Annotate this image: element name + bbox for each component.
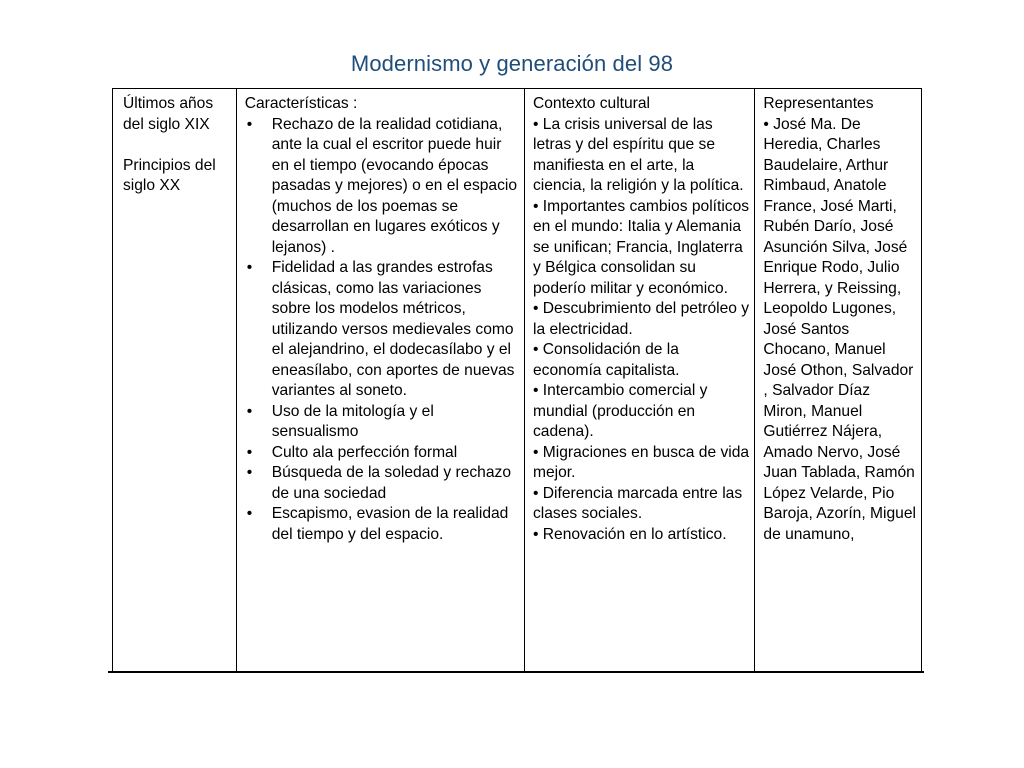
period-column: [113, 89, 237, 671]
list-item: • Diferencia marcada entre las clases sociales.: [532, 484, 743, 522]
characteristic-text: Culto ala perfección formal: [271, 443, 458, 461]
list-item: [245, 443, 520, 464]
bullet-icon: •: [246, 259, 253, 276]
characteristic-text: Escapismo, evasion de la realidad del tiempo y del espacio.: [271, 505, 509, 543]
representatives-column: [755, 89, 921, 671]
list-item: [245, 258, 520, 402]
bullet-icon: •: [246, 115, 253, 133]
period-spacer: [123, 135, 230, 156]
list-item: [245, 504, 520, 545]
list-item: • Intercambio comercial y mundial (producción en cadena).: [532, 382, 708, 440]
period-20th-century: Principios del siglo XX: [123, 156, 216, 194]
representatives-text: • José Ma. De Heredia, Charles Baudelaire, Arthur Rimbaud, Anatole France, José Marti, Rubén Darío, José Asunción Silva, José Enrique Rodo, Julio Herrera, y Reissing, Leopoldo Lugones, José Santos Chocano, Manuel José Othon, Salvador , Salvador Díaz Miron, Manuel Gutiérrez Nájera, Amado Nervo, José Juan Tablada, Ramón López Velarde, Pio Baroja, Azorín, Miguel de unamuno,: [763, 115, 916, 543]
list-item: • La crisis universal de las letras y del espíritu que se manifiesta en el arte, la ciencia, la religión y la política.: [532, 115, 744, 194]
characteristics-list: [245, 115, 520, 546]
list-item: • Importantes cambios políticos en el mundo: Italia y Alemania se unifican; Francia, Inglaterra y Bélgica consolidan su poderío militar y económico.: [532, 197, 750, 297]
representatives-heading: Representantes: [763, 95, 874, 112]
list-item: [245, 402, 520, 443]
list-item: • Migraciones en busca de vida mejor.: [532, 443, 750, 481]
characteristic-text: Rechazo de la realidad cotidiana, ante la cual el escritor puede huir en el tiempo (evocando épocas pasadas y mejores) o en el espacio (muchos de los poemas se desarrollan en lugares exóticos y lejanos) .: [271, 115, 518, 256]
content-table: [112, 88, 922, 672]
characteristic-text: Uso de la mitología y el sensualismo: [271, 402, 434, 440]
characteristic-text: Búsqueda de la soledad y rechazo de una sociedad: [271, 464, 511, 502]
bullet-icon: •: [246, 464, 253, 481]
bullet-icon: •: [246, 402, 253, 420]
table-bottom-rule: [108, 671, 924, 673]
list-item: • Consolidación de la economía capitalista.: [532, 341, 680, 379]
bullet-icon: •: [246, 443, 253, 461]
list-item: • Renovación en lo artístico.: [532, 525, 727, 543]
characteristics-column: [237, 89, 525, 671]
cultural-context-heading: Contexto cultural: [532, 95, 650, 112]
list-item: • Descubrimiento del petróleo y la electricidad.: [532, 300, 750, 338]
characteristics-heading: Características :: [244, 95, 358, 112]
slide-title: Modernismo y generación del 98: [350, 51, 674, 76]
list-item: [245, 463, 520, 504]
characteristic-text: Fidelidad a las grandes estrofas clásicas, como las variaciones sobre los modelos métricos, utilizando versos medievales como el alejandrino, el dodecasílabo y el eneasílabo, con aportes de nuevas variantes al soneto.: [271, 259, 515, 399]
period-19th-century: Últimos años del siglo XIX: [123, 95, 214, 133]
cultural-context-list: [533, 115, 750, 546]
bullet-icon: •: [246, 505, 253, 522]
cultural-context-column: [525, 89, 755, 671]
list-item: [245, 115, 520, 259]
